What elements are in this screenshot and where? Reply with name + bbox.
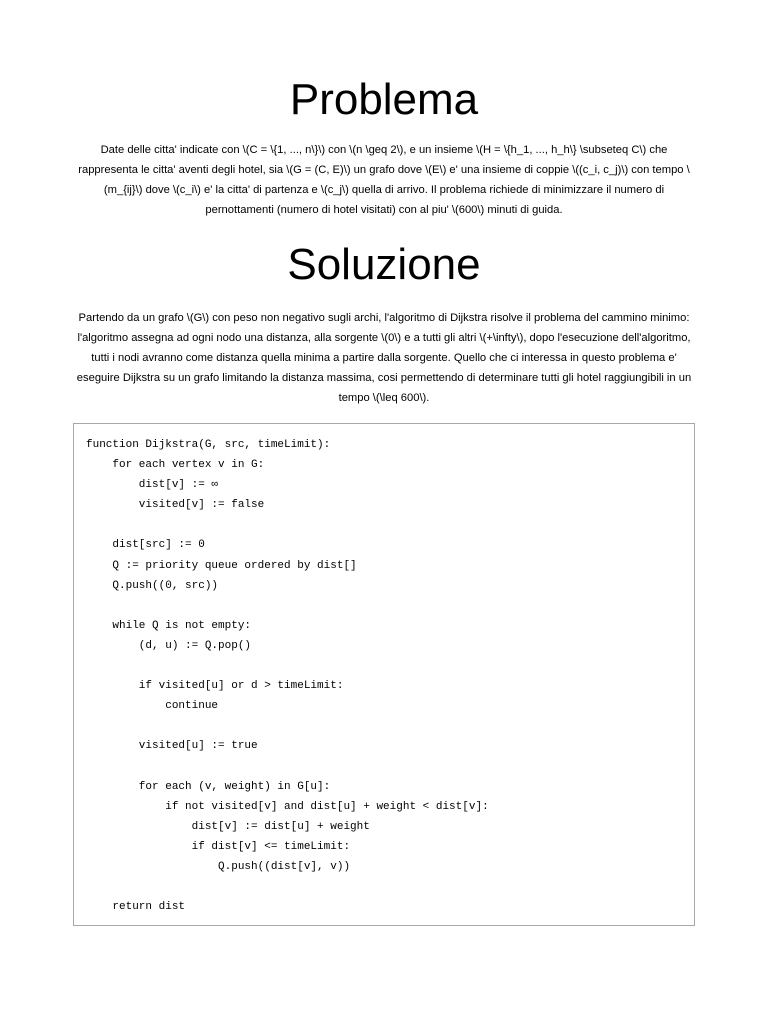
- heading-soluzione: Soluzione: [287, 240, 481, 289]
- code-block: [73, 423, 695, 926]
- paragraph-soluzione: Partendo da un grafo \(G\) con peso non negativo sugli archi, l'algoritmo di Dijkstra risolve il problema del cammino minimo: l'algoritmo assegna ad ogni nodo una distanza, alla sorgente \(0\) e a tutti gli altri \(+\infty\), dopo l'esecuzione dell'algoritmo, tutti i nodi avranno come distanza quella minima a partire dalla sorgente. Quello che ci interessa in questo problema e' eseguire Dijkstra su un grafo limitando la distanza massima, cosi permettendo di determinare tutti gli hotel raggiungibili in un tempo \(\leq 600\).: [76, 312, 692, 404]
- heading-problema: Problema: [289, 75, 479, 124]
- pseudocode-dijkstra: function Dijkstra(G, src, timeLimit): for each vertex v in G: dist[v] := ∞ visited[v] := false dist[src] := 0 Q := priority queue ordered by dist[] Q.push((0, src)) while Q is not empty: (d, u) := Q.pop() if visited[u] or d > timeLimit: continue visited[u] := true for each (v, weight) in G[u]: if not visited[v] and dist[u] + weight < dist[v]: dist[v] := dist[u] + weight if dist[v] <= timeLimit: Q.push((dist[v], v)) return dist: [86, 439, 489, 914]
- paragraph-problema: Date delle citta' indicate con \(C = \{1, ..., n\}\) con \(n \geq 2\), e un insieme \(H = \{h_1, ..., h_h\} \subseteq C\) che rappresenta le citta' aventi degli hotel, sia \(G = (C, E)\) un grafo dove \(E\) e' una insieme di coppie \((c_i, c_j)\) con tempo \(m_{ij}\) dove \(c_i\) e' la citta' di partenza e \(c_j\) quella di arrivo. Il problema richiede di minimizzare il numero di pernottamenti (numero di hotel visitati) con al piu' \(600\) minuti di guida.: [78, 144, 690, 216]
